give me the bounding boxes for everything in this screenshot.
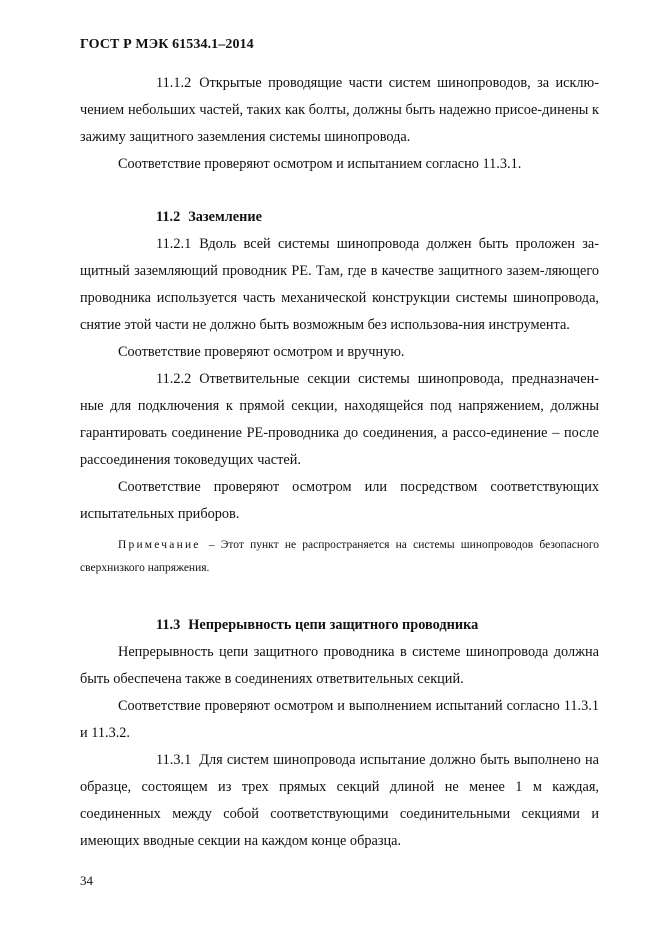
clause-text: Ответвительные секции системы шинопровода, предназначен-ные для подключения к прямой секции, находящейся под напряжением, должны гарантировать соединение PE-проводника до соединения, а рассо-единение – после рассоединения токоведущих частей. <box>80 371 599 468</box>
clause-text: Вдоль всей системы шинопровода должен быть проложен за-щитный заземляющий проводник PE. Там, где в качестве защитного зазем-ляющего проводника используется часть механической конструкции системы шинопровода, снятие этой части не должно быть возможным без использова-ния инструмента. <box>80 236 599 333</box>
paragraph-11-2-1 <box>80 231 599 339</box>
compliance-paragraph: Соответствие проверяют осмотром или посредством соответствующих испытательных приборов. <box>80 479 599 522</box>
document-body <box>80 70 599 855</box>
compliance-paragraph: Соответствие проверяют осмотром и испытанием согласно 11.3.1. <box>118 156 522 172</box>
note-text: – Этот пункт не распространяется на системы шинопроводов безопасного сверхнизкого напряжения. <box>80 539 599 574</box>
paragraph-11-3-1 <box>80 747 599 855</box>
section-number: 11.2 <box>156 209 181 225</box>
clause-number: 11.2.1 <box>156 236 192 252</box>
section-heading-11-3 <box>80 612 599 639</box>
paragraph-11-2-2 <box>80 366 599 474</box>
compliance-paragraph: Соответствие проверяют осмотром и вручную. <box>118 344 405 360</box>
clause-number: 11.3.1 <box>156 752 192 768</box>
clause-text: Открытые проводящие части систем шинопроводов, за исклю-чением небольших частей, таких как болты, должны быть надежно присое-динены к зажиму защитного заземления системы шинопровода. <box>80 75 599 145</box>
clause-text: Для систем шинопровода испытание должно быть выполнено на образце, состоящем из трех прямых секций длиной не менее 1 м каждая, соединенных между собой соответствующими соединительными секциями и имеющих вводные секции на каждом конце образца. <box>80 752 599 849</box>
paragraph-11-1-2 <box>80 70 599 151</box>
compliance-paragraph: Соответствие проверяют осмотром и выполнением испытаний согласно 11.3.1 и 11.3.2. <box>80 698 599 741</box>
clause-number: 11.2.2 <box>156 371 192 387</box>
section-title: Непрерывность цепи защитного проводника <box>188 617 479 633</box>
section-title: Заземление <box>188 209 262 225</box>
section-number: 11.3 <box>156 617 181 633</box>
paragraph: Непрерывность цепи защитного проводника в системе шинопровода должна быть обеспечена также в соединениях ответвительных секций. <box>80 644 599 687</box>
page-number: 34 <box>80 873 93 888</box>
document-header: ГОСТ Р МЭК 61534.1–2014 <box>80 37 254 52</box>
section-heading-11-2 <box>80 204 599 231</box>
clause-number: 11.1.2 <box>156 75 192 91</box>
note-label: Примечание <box>118 539 201 551</box>
note-block <box>80 534 599 580</box>
